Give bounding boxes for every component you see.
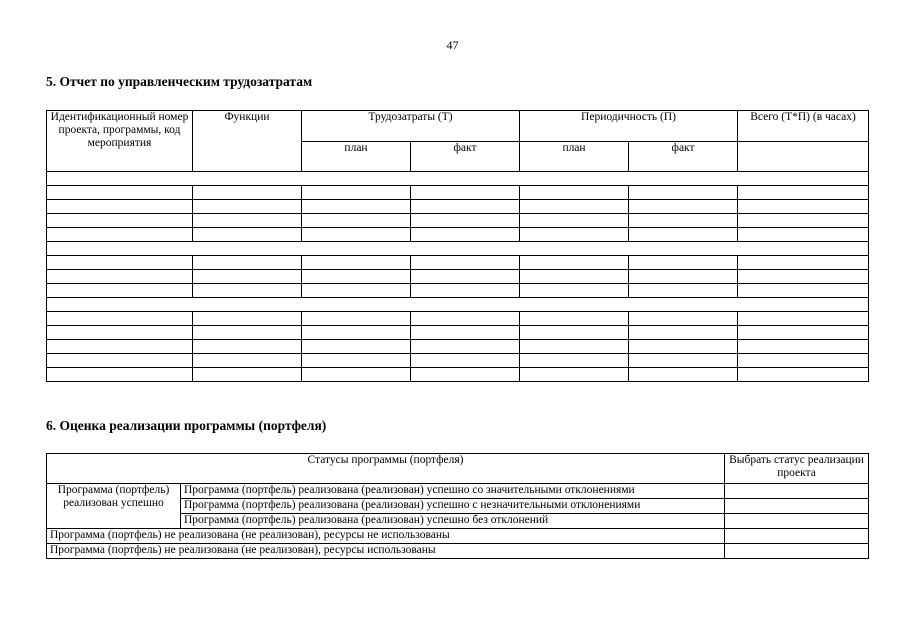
- labor-report-table: [46, 110, 869, 382]
- table-cell[interactable]: [738, 354, 869, 368]
- table-cell[interactable]: [193, 256, 302, 270]
- table-cell[interactable]: [47, 284, 193, 298]
- table-cell[interactable]: [411, 312, 520, 326]
- status-row-label: Программа (портфель) не реализована (не реализован), ресурсы использованы: [47, 544, 725, 559]
- success-group-label: Программа (портфель) реализован успешно: [47, 484, 181, 529]
- table-row: [47, 214, 869, 228]
- status-row-label: Программа (портфель) реализована (реализован) успешно без отклонений: [181, 514, 725, 529]
- table-cell[interactable]: [47, 186, 193, 200]
- table-cell[interactable]: [520, 214, 629, 228]
- table-cell[interactable]: [738, 368, 869, 382]
- table-cell[interactable]: [47, 214, 193, 228]
- table-cell[interactable]: [302, 340, 411, 354]
- table-cell[interactable]: [193, 284, 302, 298]
- table-row: [47, 312, 869, 326]
- status-select-cell[interactable]: [725, 514, 869, 529]
- table-cell[interactable]: [193, 340, 302, 354]
- table-cell[interactable]: [629, 354, 738, 368]
- header-periodicity: Периодичность (П): [520, 111, 738, 142]
- table-cell[interactable]: [302, 284, 411, 298]
- table-cell[interactable]: [738, 340, 869, 354]
- table-cell[interactable]: [47, 200, 193, 214]
- table-cell[interactable]: [738, 186, 869, 200]
- table-cell[interactable]: [193, 214, 302, 228]
- table-cell[interactable]: [411, 284, 520, 298]
- table-cell[interactable]: [738, 326, 869, 340]
- table-cell[interactable]: [520, 368, 629, 382]
- table-cell[interactable]: [629, 270, 738, 284]
- table-cell[interactable]: [629, 200, 738, 214]
- table-cell[interactable]: [629, 326, 738, 340]
- group-separator-row: [47, 242, 869, 256]
- labor-report-body: [47, 172, 869, 382]
- table-row: [47, 368, 869, 382]
- group-separator-row: [47, 298, 869, 312]
- status-select-cell[interactable]: [725, 484, 869, 499]
- table-cell[interactable]: [520, 186, 629, 200]
- table-cell[interactable]: [47, 228, 193, 242]
- table-cell[interactable]: [47, 354, 193, 368]
- status-row-label: Программа (портфель) не реализована (не реализован), ресурсы не использованы: [47, 529, 725, 544]
- table-row: [47, 172, 869, 186]
- table-cell[interactable]: [193, 186, 302, 200]
- table-cell[interactable]: [629, 340, 738, 354]
- table-cell[interactable]: [738, 312, 869, 326]
- table-cell[interactable]: [629, 186, 738, 200]
- table-cell[interactable]: [738, 228, 869, 242]
- table-row: [47, 340, 869, 354]
- section-5-title: 5. Отчет по управленческим трудозатратам: [46, 74, 313, 89]
- table-row: [47, 354, 869, 368]
- table-row: [47, 270, 869, 284]
- header-labor-plan: план: [302, 142, 411, 172]
- table-cell[interactable]: [193, 368, 302, 382]
- table-cell[interactable]: [302, 368, 411, 382]
- table-cell[interactable]: [520, 354, 629, 368]
- table-cell[interactable]: [411, 186, 520, 200]
- header-select-status: Выбрать статус реализации проекта: [725, 454, 869, 484]
- table-cell[interactable]: [302, 186, 411, 200]
- table-cell[interactable]: [302, 326, 411, 340]
- status-row-label: Программа (портфель) реализована (реализован) успешно со значительными отклонениями: [181, 484, 725, 499]
- table-cell[interactable]: [738, 284, 869, 298]
- status-select-cell[interactable]: [725, 544, 869, 559]
- table-cell[interactable]: [193, 200, 302, 214]
- header-periodicity-fact: факт: [629, 142, 738, 172]
- table-cell[interactable]: [411, 270, 520, 284]
- header-labor: Трудозатраты (Т): [302, 111, 520, 142]
- section-6-title: 6. Оценка реализации программы (портфеля): [46, 418, 327, 433]
- table-cell[interactable]: [302, 312, 411, 326]
- table-cell[interactable]: [629, 214, 738, 228]
- table-row: [47, 186, 869, 200]
- table-row: [47, 326, 869, 340]
- table-cell[interactable]: [411, 228, 520, 242]
- table-cell[interactable]: [411, 340, 520, 354]
- table-cell[interactable]: [302, 270, 411, 284]
- table-row: [47, 298, 869, 312]
- table-cell[interactable]: [520, 200, 629, 214]
- table-cell[interactable]: [411, 354, 520, 368]
- page-number: 47: [446, 38, 459, 52]
- table-cell[interactable]: [629, 228, 738, 242]
- table-cell[interactable]: [738, 200, 869, 214]
- header-periodicity-plan: план: [520, 142, 629, 172]
- table-cell[interactable]: [520, 312, 629, 326]
- header-program-statuses: Статусы программы (портфеля): [47, 454, 725, 484]
- table-row: [47, 200, 869, 214]
- table-cell[interactable]: [520, 270, 629, 284]
- table-cell[interactable]: [302, 214, 411, 228]
- group-separator-row: [47, 172, 869, 186]
- table-cell[interactable]: [520, 340, 629, 354]
- table-cell[interactable]: [47, 368, 193, 382]
- header-total-sub: [738, 142, 869, 172]
- table-cell[interactable]: [629, 368, 738, 382]
- header-functions: Функции: [193, 111, 302, 172]
- table-cell[interactable]: [629, 312, 738, 326]
- table-cell[interactable]: [629, 284, 738, 298]
- table-cell[interactable]: [47, 312, 193, 326]
- table-cell[interactable]: [411, 326, 520, 340]
- table-cell[interactable]: [520, 326, 629, 340]
- header-total: Всего (Т*П) (в часах): [738, 111, 869, 142]
- table-cell[interactable]: [193, 354, 302, 368]
- table-cell[interactable]: [302, 354, 411, 368]
- status-row-label: Программа (портфель) реализована (реализован) успешно с незначительными отклонениями: [181, 499, 725, 514]
- status-select-cell[interactable]: [725, 499, 869, 514]
- header-labor-fact: факт: [411, 142, 520, 172]
- table-cell[interactable]: [520, 256, 629, 270]
- table-row: [47, 256, 869, 270]
- table-row: [47, 284, 869, 298]
- table-cell[interactable]: [193, 312, 302, 326]
- table-cell[interactable]: [302, 200, 411, 214]
- table-cell[interactable]: [47, 326, 193, 340]
- status-select-cell[interactable]: [725, 529, 869, 544]
- table-cell[interactable]: [520, 228, 629, 242]
- table-cell[interactable]: [302, 256, 411, 270]
- table-cell[interactable]: [193, 270, 302, 284]
- table-row: [47, 242, 869, 256]
- program-evaluation-table: [46, 453, 869, 559]
- header-id: Идентификационный номер проекта, программы, код мероприятия: [47, 111, 193, 172]
- table-cell[interactable]: [47, 256, 193, 270]
- table-cell[interactable]: [738, 214, 869, 228]
- table-cell[interactable]: [47, 340, 193, 354]
- table-cell[interactable]: [411, 200, 520, 214]
- table-cell[interactable]: [47, 270, 193, 284]
- table-cell[interactable]: [411, 368, 520, 382]
- table-cell[interactable]: [411, 214, 520, 228]
- table-cell[interactable]: [520, 284, 629, 298]
- table-cell[interactable]: [193, 228, 302, 242]
- table-cell[interactable]: [193, 326, 302, 340]
- table-cell[interactable]: [738, 270, 869, 284]
- table-row: [47, 228, 869, 242]
- table-cell[interactable]: [411, 256, 520, 270]
- table-cell[interactable]: [629, 256, 738, 270]
- table-cell[interactable]: [738, 256, 869, 270]
- table-cell[interactable]: [302, 228, 411, 242]
